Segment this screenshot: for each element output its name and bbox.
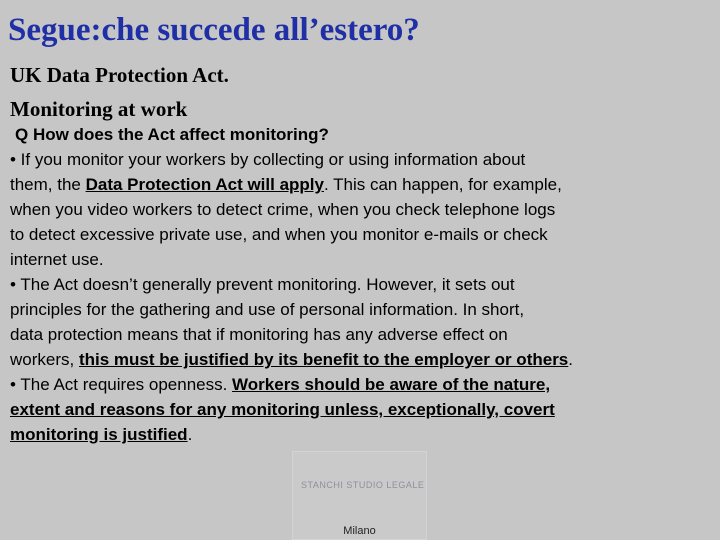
body-line — [10, 222, 710, 247]
body-text: . This can happen, for example, — [323, 175, 562, 194]
body-text: to detect excessive private use, and when you monitor e-mails or check — [10, 225, 548, 244]
question-line: Q How does the Act affect monitoring? — [15, 125, 329, 144]
body-line — [10, 197, 710, 222]
body-line — [10, 422, 710, 447]
body-line — [10, 247, 710, 272]
body-line — [10, 147, 710, 172]
slide-body — [10, 122, 710, 447]
body-text: them, the — [10, 175, 86, 194]
emphasis-text: Data Protection Act will apply — [85, 175, 324, 194]
body-text: . — [187, 425, 193, 444]
emphasis-text: Workers should be aware of the nature, — [232, 375, 551, 394]
body-text: • The Act requires openness. — [10, 375, 233, 394]
body-line — [10, 347, 710, 372]
body-line — [10, 272, 710, 297]
body-line — [10, 172, 710, 197]
body-text: when you video workers to detect crime, when you check telephone logs — [10, 200, 556, 219]
body-text: • The Act doesn’t generally prevent monitoring. However, it sets out — [10, 275, 515, 294]
body-line — [10, 372, 710, 397]
body-text: . — [568, 350, 573, 369]
body-line — [10, 397, 710, 422]
slide-subtitle-act: UK Data Protection Act. — [10, 63, 229, 87]
emphasis-text: monitoring is justified — [10, 425, 188, 444]
body-text: principles for the gathering and use of personal information. In short, — [10, 300, 525, 319]
emphasis-text: extent and reasons for any monitoring unless, exceptionally, covert — [10, 400, 555, 419]
body-text: internet use. — [10, 250, 104, 269]
logo-brand: STANCHI STUDIO LEGALE — [301, 480, 425, 490]
emphasis-text: this must be justified by its benefit to the employer or others — [78, 350, 569, 369]
body-text: data protection means that if monitoring has any adverse effect on — [10, 325, 508, 344]
firm-logo — [292, 451, 427, 540]
body-text: workers, — [10, 350, 79, 369]
slide-title: Segue:che succede all’estero? — [8, 12, 420, 48]
body-text: • If you monitor your workers by collecting or using information about — [10, 150, 526, 169]
body-line — [10, 297, 710, 322]
slide-subtitle-monitoring: Monitoring at work — [10, 97, 188, 121]
body-line — [10, 322, 710, 347]
logo-city: Milano — [343, 525, 376, 537]
